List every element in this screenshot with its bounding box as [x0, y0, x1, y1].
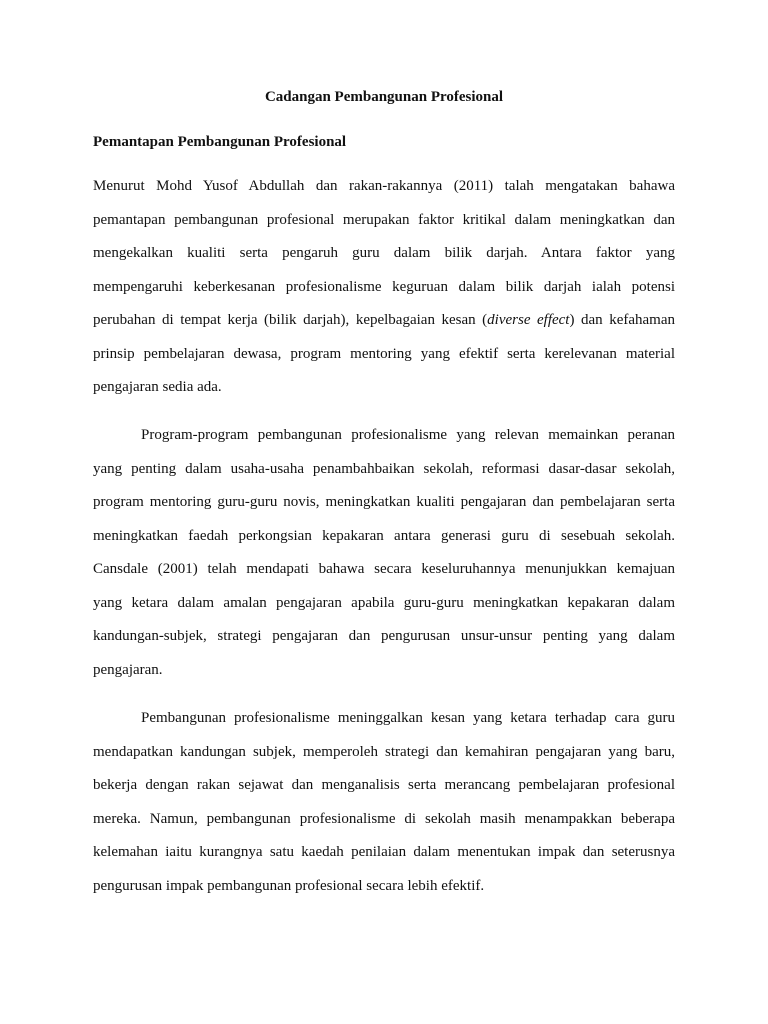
paragraph-line: Menurut Mohd Yusof Abdullah dan rakan-rakannya (2011) talah mengatakan bahawa — [93, 178, 675, 194]
paragraph-line: program mentoring guru-guru novis, meningkatkan kualiti pengajaran dan pembelajaran serta — [93, 494, 675, 510]
paragraph-3 — [93, 707, 675, 908]
paragraph-line: kelemahan iaitu kurangnya satu kaedah penilaian dalam menentukan impak dan seterusnya — [93, 844, 675, 860]
line-text-before: perubahan di tempat kerja (bilik darjah), kepelbagaian kesan ( — [93, 312, 488, 328]
italic-term: diverse effect — [487, 312, 570, 328]
document-title: Cadangan Pembangunan Profesional — [264, 89, 504, 105]
line-text-after: ) dan kefahaman — [569, 312, 675, 328]
paragraph-1 — [93, 175, 675, 410]
paragraph-line: mereka. Namun, pembangunan profesionalisme di sekolah masih menampakkan beberapa — [93, 810, 675, 827]
paragraph-line: Cansdale (2001) telah mendapati bahawa secara keseluruhannya menunjukkan kemajuan — [93, 561, 675, 577]
paragraph-line: mengekalkan kualiti serta pengaruh guru dalam bilik darjah. Antara faktor yang — [93, 245, 675, 261]
paragraph-line — [93, 309, 675, 343]
paragraph-line: meningkatkan faedah perkongsian kepakaran antara generasi guru di sesebuah sekolah. — [93, 527, 675, 544]
section-heading: Pemantapan Pembangunan Profesional — [93, 134, 347, 150]
paragraph-line: mempengaruhi keberkesanan profesionalisme keguruan dalam bilik darjah ialah potensi — [93, 278, 675, 295]
paragraph-line: yang penting dalam usaha-usaha penambahbaikan sekolah, reformasi dasar-dasar sekolah, — [93, 460, 675, 477]
paragraph-line: pemantapan pembangunan profesional merupakan faktor kritikal dalam meningkatkan dan — [93, 211, 675, 228]
paragraph-line: pengurusan impak pembangunan profesional secara lebih efektif. — [93, 877, 485, 894]
paragraph-line: bekerja dengan rakan sejawat dan menganalisis serta merancang pembelajaran profesional — [93, 777, 675, 793]
paragraph-line: Program-program pembangunan profesionalisme yang relevan memainkan peranan — [141, 427, 675, 443]
paragraph-line: pengajaran. — [93, 661, 163, 678]
paragraph-2 — [93, 424, 675, 692]
paragraph-line: kandungan-subjek, strategi pengajaran dan pengurusan unsur-unsur penting yang dalam — [93, 628, 675, 644]
paragraph-line: yang ketara dalam amalan pengajaran apabila guru-guru meningkatkan kepakaran dalam — [93, 594, 675, 611]
paragraph-line: mendapatkan kandungan subjek, memperoleh strategi dan kemahiran pengajaran yang baru, — [93, 743, 675, 760]
paragraph-line: prinsip pembelajaran dewasa, program mentoring yang efektif serta kerelevanan material — [93, 345, 675, 362]
paragraph-line: Pembangunan profesionalisme meninggalkan kesan yang ketara terhadap cara guru — [141, 710, 675, 726]
paragraph-line: pengajaran sedia ada. — [93, 379, 222, 395]
